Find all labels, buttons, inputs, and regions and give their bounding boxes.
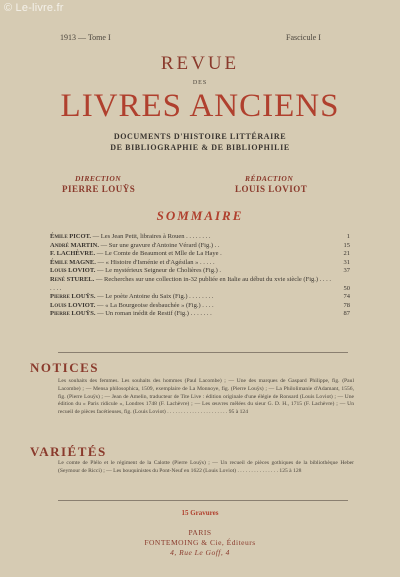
gravures-count: 15 Gravures xyxy=(181,509,219,517)
toc-title: — Le mystérieux Seigneur de Cholières (Fig.) . xyxy=(95,267,221,275)
direction-label: DIRECTION xyxy=(75,174,122,183)
redaction-name: LOUIS LOVIOT xyxy=(235,184,308,194)
toc-item xyxy=(50,310,350,319)
toc-author: Pierre LOUŸS. xyxy=(50,293,96,301)
sommaire-heading: SOMMAIRE xyxy=(156,208,244,223)
publisher-address: 4, Rue Le Goff, 4 xyxy=(170,548,230,557)
toc-page: 50 xyxy=(343,284,350,292)
subtitle-line-2: DE BIBLIOGRAPHIE & DE BIBLIOPHILIE xyxy=(110,143,290,152)
toc-title: — Les Jean Petit, libraires à Rouen . . . . . . . . xyxy=(91,233,211,240)
revue-heading: REVUE xyxy=(160,53,240,74)
des-heading: DES xyxy=(192,80,208,86)
notices-body: Les souhaits des femmes. Les souhaits des hommes (Paul Lacombe) ; — Une des marques de Gaspard Philippe, fig. (Paul Lacombe) ; — Mensa philosophica, 1509, exemplaire de La Monnoye, fig. (Pierre Louÿs) ; — La Philolimanie d'Adamant, 1556, fig. (Pierre Louÿs) ; — Jean de Amelin, traducteur de Tite Live : édition originale d'une élégie de Ronsard (Louis Loviot) ; — Une édition du « Paris ridicule », Londres 1748 (F. Lachèvre) ; — Les œuvres mêlées du sieur G. D. H., 1715 (F. Lachèvre) ; — Un recueil de pièces facétieuses, fig. (Louis Loviot) . . . . . . . . . . . . . . . . . . . . . . 95 à 124 xyxy=(58,378,354,416)
table-of-contents xyxy=(50,233,350,319)
toc-page: 37 xyxy=(343,267,350,275)
toc-author: Louis LOVIOT. xyxy=(50,267,96,275)
fascicule: Fascicule I xyxy=(286,33,321,42)
toc-item xyxy=(50,293,350,302)
varietes-heading: VARIÉTÉS xyxy=(30,444,107,459)
toc-page: 21 xyxy=(343,250,350,258)
toc-item xyxy=(50,250,350,259)
redaction-label: RÉDACTION xyxy=(245,174,294,183)
notices-heading: NOTICES xyxy=(30,360,100,375)
toc-title: — Le Comte de Beaumont et Mlle de La Haye . xyxy=(95,250,222,258)
toc-author: Louis LOVIOT. xyxy=(50,301,96,309)
toc-title: — Un roman inédit de Restif (Fig.) . . . . . . . xyxy=(95,310,212,318)
publisher-city: PARIS xyxy=(188,528,212,537)
toc-title: — « Histoire d'Isménie et d'Agésilan » . . . . . xyxy=(95,258,215,266)
publisher-name: FONTEMOING & Cie, Éditeurs xyxy=(144,538,256,547)
toc-title: — « La Bourgeoise desbauchée » (Fig.) . . . . xyxy=(95,301,214,309)
toc-item xyxy=(50,267,350,276)
publisher-block xyxy=(0,528,400,558)
toc-title: — Le poète Antoine du Saix (Fig.) . . . . . . . . xyxy=(95,293,214,301)
toc-author: André MARTIN. xyxy=(50,241,99,249)
toc-item xyxy=(50,233,350,242)
toc-page: 74 xyxy=(343,293,350,301)
direction-name: PIERRE LOUŸS xyxy=(62,184,136,194)
toc-page: 1 xyxy=(346,233,350,240)
toc-title: — Sur une gravure d'Antoine Vérard (Fig.) . . xyxy=(98,241,220,249)
divider xyxy=(58,500,348,501)
toc-author: Émile PICOT. xyxy=(50,233,92,240)
toc-item xyxy=(50,259,350,268)
journal-title: LIVRES ANCIENS xyxy=(60,88,340,124)
toc-item xyxy=(50,242,350,251)
divider xyxy=(58,352,348,353)
watermark: © Le-livre.fr xyxy=(4,2,64,14)
toc-item xyxy=(50,302,350,311)
journal-subtitle xyxy=(0,131,400,153)
toc-page: 78 xyxy=(343,301,350,309)
toc-author: Pierre LOUŸS. xyxy=(50,310,96,318)
toc-item xyxy=(50,276,350,293)
toc-title: — Recherches sur une collection in-32 publiée en Italie au début du xvie siècle (Fig.) . . . . . . . . xyxy=(50,275,332,292)
toc-author: Émile MAGNE. xyxy=(50,258,96,266)
toc-page: 87 xyxy=(343,310,350,318)
toc-page: 15 xyxy=(343,241,350,249)
varietes-body: Le comte de Plélo et le régiment de la Calotte (Pierre Louÿs) ; — Un recueil de pièces gothiques de la bibliothèque Heber (Seymour de Ricci) ; — Les bouquinistes du Pont-Neuf en 1622 (Louis Loviot) . . . . . . . . . . . . . . . 125 à 128 xyxy=(58,460,354,474)
toc-page: 31 xyxy=(343,258,350,266)
subtitle-line-1: DOCUMENTS D'HISTOIRE LITTÉRAIRE xyxy=(113,132,287,141)
year-tome: 1913 — Tome I xyxy=(60,33,111,42)
toc-author: René STUREL. xyxy=(50,275,95,283)
toc-author: F. LACHÈVRE. xyxy=(50,250,96,258)
